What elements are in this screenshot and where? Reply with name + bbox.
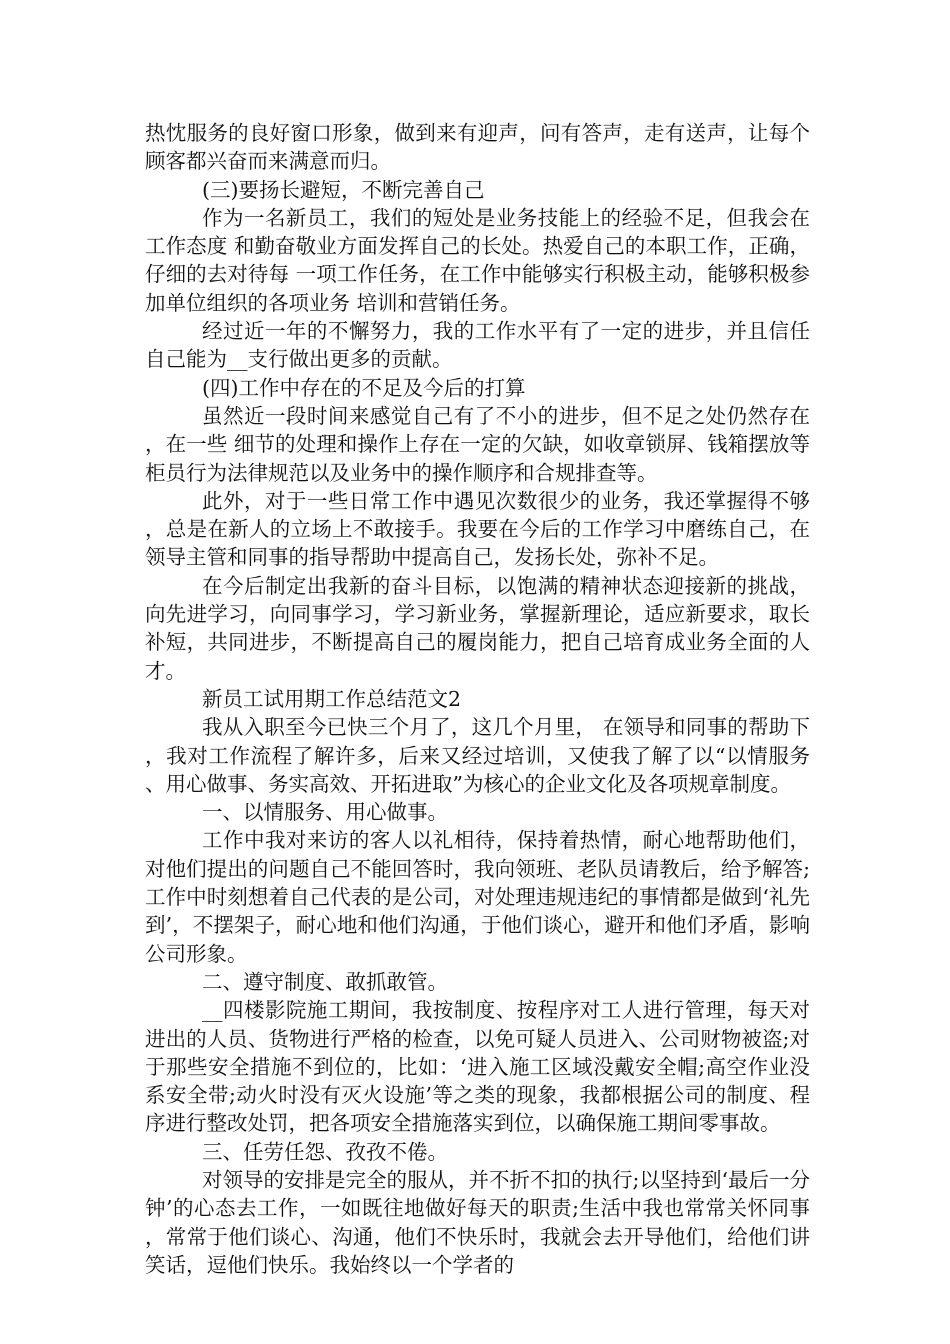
section-heading: 二、遵守制度、敢抓敢管。 [202, 969, 448, 994]
paragraph: 我从入职至今已快三个月了，这几个月里， 在领导和同事的帮助下，我对工作流程了解许多，后来又经过培训，又使我了解了以“以情服务、用心做事、务实高效、开拓进取”为核心的企业文化及各项规章制度。 [145, 715, 810, 796]
paragraph: 经过近一年的不懈努力，我的工作水平有了一定的进步，并且信任自己能为__支行做出更多的贡献。 [145, 319, 810, 372]
paragraph: 作为一名新员工，我们的短处是业务技能上的经验不足，但我会在工作态度 和勤奋敬业方面发挥自己的长处。热爱自己的本职工作，正确，仔细的去对待每 一项工作任务，在工作中能够实行积极主动，能够积极参加单位组织的各项业务 培训和营销任务。 [145, 205, 810, 315]
paragraph: 在今后制定出我新的奋斗目标，以饱满的精神状态迎接新的挑战，向先进学习，向同事学习，学习新业务，掌握新理论，适应新要求，取长补短，共同进步，不断提高自己的履岗能力，把自己培育成业务全面的人才。 [145, 573, 810, 683]
section-heading: (三)要扬长避短，不断完善自己 [202, 177, 485, 202]
paragraph: 虽然近一段时间来感觉自己有了不小的进步，但不足之处仍然存在，在一些 细节的处理和操作上存在一定的欠缺，如收章锁屏、钱箱摆放等柜员行为法律规范以及业务中的操作顺序和合规排查等。 [145, 403, 810, 485]
paragraph: 对领导的安排是完全的服从，并不折不扣的执行;以坚持到‘最后一分钟’的心态去工作，一如既往地做好每天的职责;生活中我也常常关怀同事，常常于他们谈心、沟通，他们不快乐时，我就会去开导他们，给他们讲笑话，逗他们快乐。我始终以一个学者的 [145, 1167, 810, 1277]
paragraph: __四楼影院施工期间，我按制度、按程序对工人进行管理，每天对进出的人员、货物进行严格的检查，以免可疑人员进入、公司财物被盗;对于那些安全措施不到位的，比如：‘进入施工区域没戴安全帽;高空作业没系安全带;动火时没有灭火设施’等之类的现象，我都根据公司的制度、程序进行整改处罚，把各项安全措施落实到位，以确保施工期间零事故。 [145, 998, 810, 1136]
document-title: 新员工试用期工作总结范文2 [202, 686, 462, 711]
document-page [145, 119, 810, 1279]
section-heading: (四)工作中存在的不足及今后的打算 [202, 375, 526, 400]
section-heading: 一、以情服务、用心做事。 [202, 800, 448, 825]
paragraph: 此外，对于一些日常工作中遇见次数很少的业务，我还掌握得不够，总是在新人的立场上不敢接手。我要在今后的工作学习中磨练自己，在领导主管和同事的指导帮助中提高自己，发扬长处，弥补不足。 [145, 488, 810, 570]
paragraph: 热忱服务的良好窗口形象，做到来有迎声，问有答声，走有送声，让每个顾客都兴奋而来满意而归。 [145, 121, 810, 174]
section-heading: 三、任劳任怨、孜孜不倦。 [202, 1139, 448, 1164]
paragraph: 工作中我对来访的客人以礼相待，保持着热情，耐心地帮助他们，对他们提出的问题自己不能回答时，我向领班、老队员请教后，给予解答;工作中时刻想着自己代表的是公司，对处理违规违纪的事情都是做到‘礼先到’，不摆架子，耐心地和他们沟通，于他们谈心，避开和他们矛盾，影响公司形象。 [145, 828, 810, 966]
